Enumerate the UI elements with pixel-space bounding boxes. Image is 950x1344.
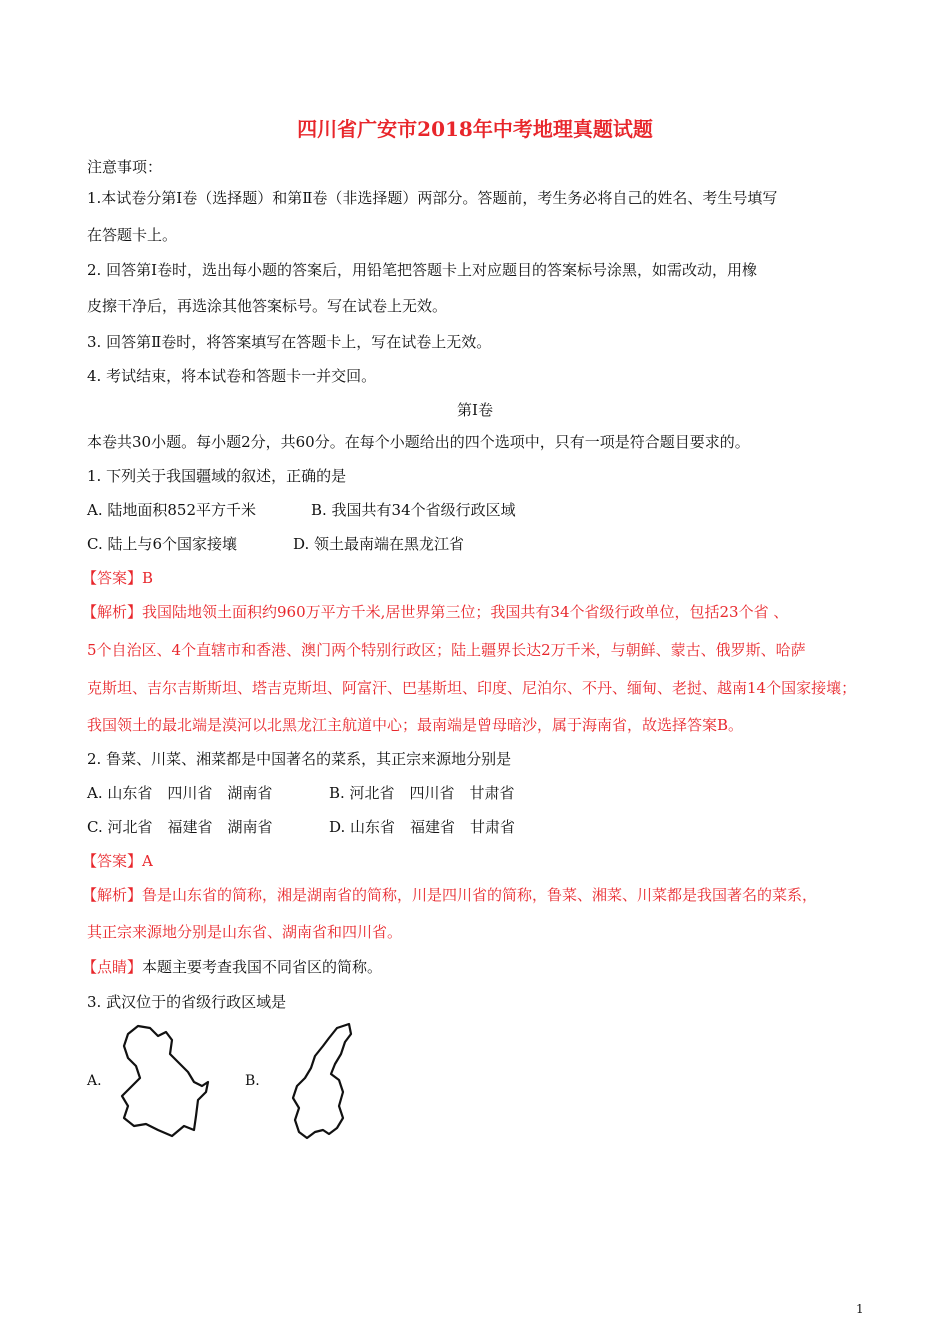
option-a-label: A. xyxy=(87,1073,102,1089)
page-title: 四川省广安市2018年中考地理真题试题 xyxy=(297,117,653,141)
province-outline-b-image xyxy=(285,1020,357,1144)
answer-value: A xyxy=(142,852,153,870)
option-d: D. 山东省 福建省 甘肃省 xyxy=(329,818,516,836)
option-d: D. 领土最南端在黑龙江省 xyxy=(293,535,465,553)
answer-tag: 【答案】 xyxy=(82,569,143,587)
option-b-label: B. xyxy=(245,1073,260,1089)
notice-heading: 注意事项： xyxy=(87,158,163,176)
analysis-text: 鲁是山东省的简称，湘是湖南省的简称，川是四川省的简称，鲁菜、湘菜、川菜都是我国著名的菜系， xyxy=(142,886,818,904)
comment-tag: 【点睛】 xyxy=(82,958,143,976)
answer-line xyxy=(82,568,153,588)
notice-line: 在答题卡上。 xyxy=(87,226,178,244)
comment-line xyxy=(82,957,382,977)
question-stem: 3. 武汉位于的省级行政区域是 xyxy=(87,993,287,1011)
question-stem: 2. 鲁菜、川菜、湘菜都是中国著名的菜系，其正宗来源地分别是 xyxy=(87,750,512,768)
analysis-text: 我国陆地领土面积约960万平方千米,居世界第三位；我国共有34个省级行政单位，包括23个省 、 xyxy=(142,603,789,621)
notice-line: 3. 回答第Ⅱ卷时，将答案填写在答题卡上，写在试卷上无效。 xyxy=(87,333,492,351)
answer-value: B xyxy=(142,569,154,587)
option-row xyxy=(87,817,515,837)
option-a: A. 山东省 四川省 湖南省 xyxy=(87,784,273,802)
option-row xyxy=(87,534,464,554)
province-outline-a-image xyxy=(110,1020,214,1140)
page-number: 1 xyxy=(856,1302,864,1316)
notice-line: 2. 回答第Ⅰ卷时，选出每小题的答案后，用铅笔把答题卡上对应题目的答案标号涂黑，如需改动，用橡 xyxy=(87,261,758,279)
option-b: B. 我国共有34个省级行政区域 xyxy=(311,501,516,519)
option-c: C. 河北省 福建省 湖南省 xyxy=(87,818,273,836)
answer-tag: 【答案】 xyxy=(82,852,143,870)
section-intro: 本卷共30小题。每小题2分，共60分。在每个小题给出的四个选项中，只有一项是符合题目要求的。 xyxy=(87,433,750,451)
notice-line: 皮擦干净后，再选涂其他答案标号。写在试卷上无效。 xyxy=(87,297,448,315)
analysis-line: 克斯坦、吉尔吉斯斯坦、塔吉克斯坦、阿富汗、巴基斯坦、印度、尼泊尔、不丹、缅甸、老挝、越南14个国家接壤； xyxy=(87,679,857,697)
analysis-tag: 【解析】 xyxy=(82,603,143,621)
option-row xyxy=(87,500,516,520)
notice-line: 4. 考试结束，将本试卷和答题卡一并交回。 xyxy=(87,367,377,385)
analysis-line xyxy=(82,602,788,622)
analysis-line: 其正宗来源地分别是山东省、湖南省和四川省。 xyxy=(87,923,403,941)
section-heading: 第Ⅰ卷 xyxy=(457,401,493,419)
comment-text: 本题主要考查我国不同省区的简称。 xyxy=(142,958,383,976)
option-a: A. 陆地面积852平方千米 xyxy=(87,501,256,519)
option-c: C. 陆上与6个国家接壤 xyxy=(87,535,238,553)
analysis-tag: 【解析】 xyxy=(82,886,143,904)
analysis-line xyxy=(82,885,817,905)
question-stem: 1. 下列关于我国疆域的叙述，正确的是 xyxy=(87,467,347,485)
analysis-line: 5个自治区、4个直辖市和香港、澳门两个特别行政区；陆上疆界长达2万千米，与朝鲜、蒙古、俄罗斯、哈萨 xyxy=(87,641,806,659)
option-row xyxy=(87,783,515,803)
answer-line xyxy=(82,851,153,871)
option-b: B. 河北省 四川省 甘肃省 xyxy=(329,784,515,802)
notice-line: 1.本试卷分第Ⅰ卷（选择题）和第Ⅱ卷（非选择题）两部分。答题前，考生务必将自己的姓名、考生号填写 xyxy=(87,189,778,207)
analysis-line: 我国领土的最北端是漠河以北黑龙江主航道中心；最南端是曾母暗沙，属于海南省，故选择答案B。 xyxy=(87,716,744,734)
